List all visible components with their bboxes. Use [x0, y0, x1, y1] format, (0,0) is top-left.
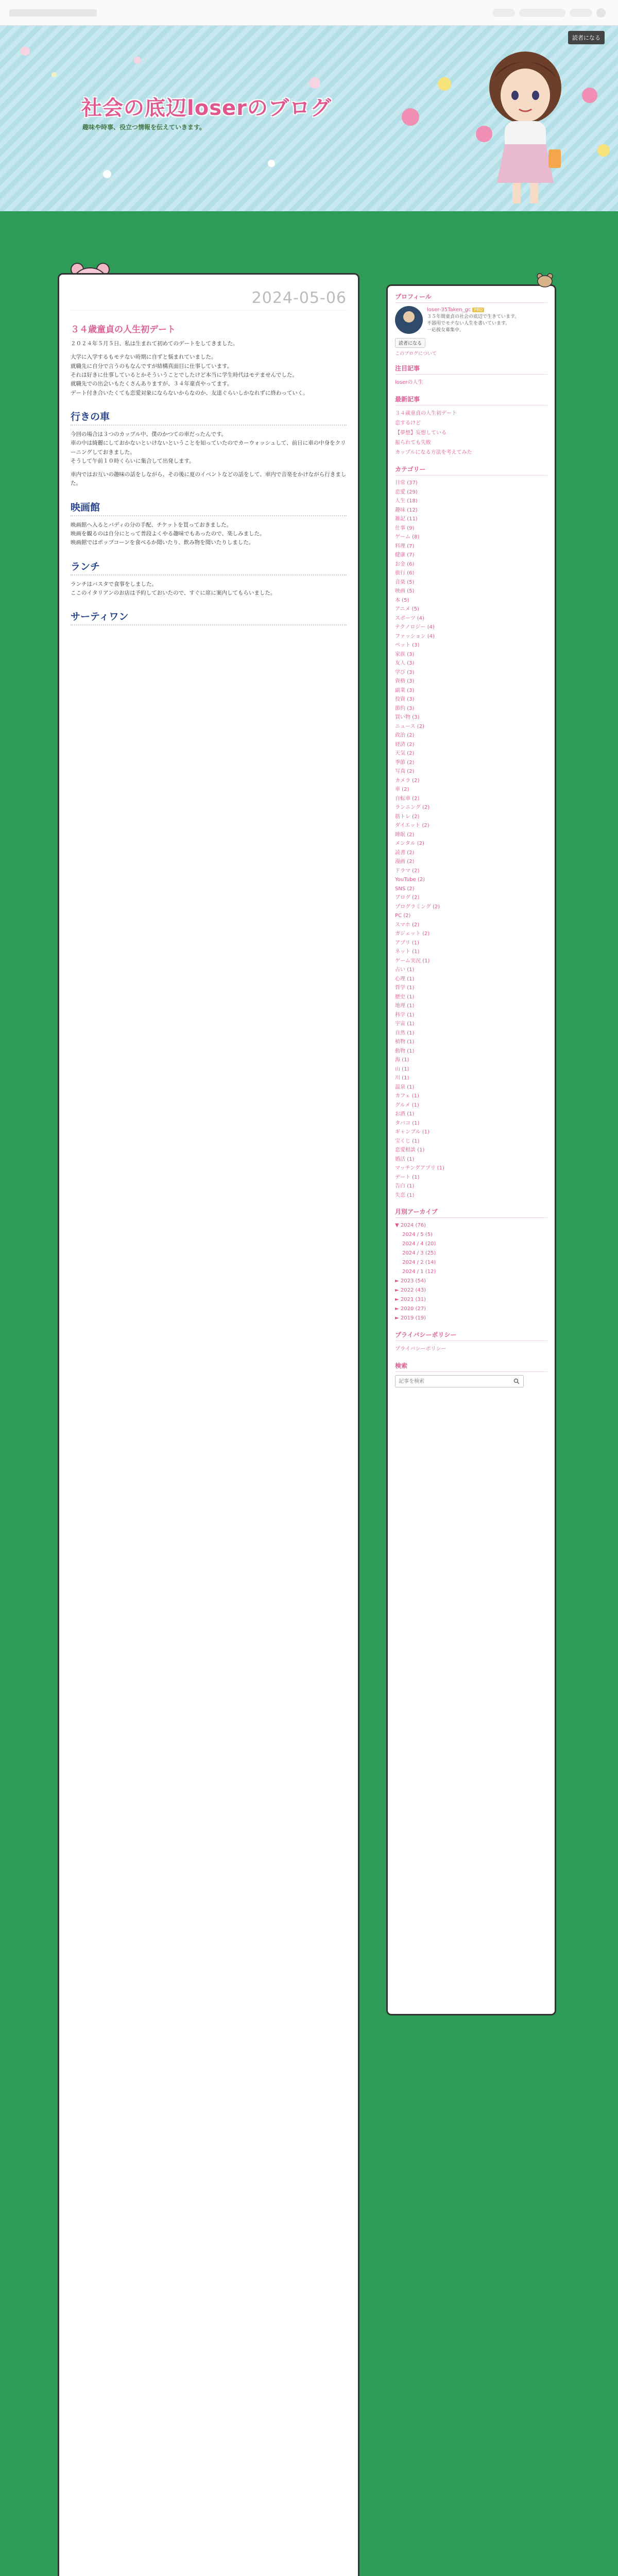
category-link[interactable]: 哲学 (1) — [395, 985, 415, 991]
header-character-illustration — [464, 41, 587, 211]
category-link[interactable]: メンタル (2) — [395, 841, 424, 847]
category-link[interactable]: YouTube (2) — [395, 877, 425, 883]
search-box — [395, 1375, 547, 1387]
top-bar-link[interactable] — [570, 9, 592, 17]
category-link[interactable]: 漫画 (2) — [395, 859, 415, 865]
recent-post-link[interactable]: ３４歳童貞の人生初デート — [395, 411, 457, 417]
featured-link[interactable]: loserの人生 — [395, 380, 423, 386]
category-link[interactable]: ランニング (2) — [395, 805, 430, 811]
category-link[interactable]: 婚活 (1) — [395, 1156, 415, 1162]
category-link[interactable]: 失恋 (1) — [395, 1192, 415, 1198]
category-link[interactable]: 投資 (3) — [395, 697, 415, 703]
archive-year[interactable]: ► 2023 (54) — [395, 1278, 426, 1284]
article-heading: 映画館 — [71, 500, 347, 516]
article-heading: サーティワン — [71, 609, 347, 625]
decor-dot — [134, 57, 141, 64]
category-link[interactable]: タバコ (1) — [395, 1120, 420, 1126]
category-link[interactable]: 天気 (2) — [395, 751, 415, 757]
category-link[interactable]: ガジェット (2) — [395, 931, 430, 937]
category-link[interactable]: アニメ (5) — [395, 606, 419, 613]
category-link[interactable]: 自転車 (2) — [395, 795, 420, 802]
category-link[interactable]: 読書 (2) — [395, 850, 415, 856]
category-link[interactable]: 恋愛 (29) — [395, 489, 418, 495]
category-link[interactable]: 心理 (1) — [395, 976, 415, 982]
category-link[interactable]: 川 (1) — [395, 1075, 409, 1081]
category-link[interactable]: ニュース (2) — [395, 723, 424, 730]
category-link[interactable]: 宇宙 (1) — [395, 1021, 415, 1027]
archive-month[interactable]: 2024 / 5 (5) — [402, 1232, 433, 1238]
article-paragraph: ２０２４年５月５日、私は生まれて初めてのデートをしてきました。 — [71, 341, 238, 347]
subscribe-button[interactable]: 読者になる — [568, 31, 605, 44]
top-bar-link[interactable] — [519, 9, 565, 17]
category-link[interactable]: スマホ (2) — [395, 922, 420, 928]
archive-year[interactable]: ► 2022 (43) — [395, 1287, 426, 1294]
category-list — [395, 479, 547, 1200]
search-heading: 検索 — [395, 1361, 547, 1372]
decor-dot — [402, 108, 419, 126]
category-link[interactable]: カフェ (1) — [395, 1093, 419, 1099]
category-link[interactable]: 日常 (37) — [395, 480, 418, 486]
category-link[interactable]: 地理 (1) — [395, 1003, 415, 1009]
article-paragraph: 車内ではお互いの趣味の話をしながら、その後に夏のイベントなどの話をして、車内で音楽をかけながら行きました。 — [71, 471, 347, 487]
category-link[interactable]: ドラマ (2) — [395, 868, 420, 874]
recent-post-link[interactable]: 振られても失敗 — [395, 440, 431, 446]
category-link[interactable]: 政治 (2) — [395, 733, 415, 739]
category-link[interactable]: アプリ (1) — [395, 940, 419, 946]
article-heading: ランチ — [71, 559, 347, 575]
category-link[interactable]: 占い (1) — [395, 967, 415, 973]
category-link[interactable]: 本 (5) — [395, 597, 409, 603]
about-blog-link[interactable]: このブログについて — [395, 351, 437, 357]
recent-list — [395, 409, 547, 457]
category-link[interactable]: カメラ (2) — [395, 777, 420, 784]
category-link[interactable]: 宝くじ (1) — [395, 1138, 420, 1144]
user-icon[interactable] — [596, 8, 606, 18]
category-link[interactable]: 車 (2) — [395, 787, 409, 793]
category-link[interactable]: 家族 (3) — [395, 651, 415, 657]
category-link[interactable]: 山 (1) — [395, 1066, 409, 1072]
recent-heading: 最新記事 — [395, 395, 547, 405]
category-link[interactable]: 人生 (18) — [395, 498, 418, 504]
archive-year[interactable]: ▼ 2024 (76) — [395, 1223, 426, 1229]
pro-badge: PRO — [472, 308, 484, 312]
category-link[interactable]: 旅行 (6) — [395, 570, 415, 577]
archive-month[interactable]: 2024 / 2 (14) — [402, 1260, 436, 1266]
category-link[interactable]: 仕事 (9) — [395, 525, 415, 531]
decor-dot — [21, 46, 30, 56]
category-link[interactable]: プログラミング (2) — [395, 904, 440, 910]
blog-header — [0, 26, 618, 211]
category-link[interactable]: デート (1) — [395, 1174, 420, 1180]
category-link[interactable]: PC (2) — [395, 913, 411, 919]
category-link[interactable]: 映画 (5) — [395, 588, 415, 595]
article-paragraph: 大学に入学するもモテない時期に自ずと悩まれていました。 就職先に自分で言うのもなんですが結構真面目に仕事しています。 それは好きに仕事しているとかそういうことでしたけど本当に学生時代はモテませんでした。 就職先での出会いもたくさんありますが、３４年童貞やってます。 デート付き合いたくても恋愛対象にならないからなのか、友達ぐらいしかなれずに終わっていく。 — [71, 354, 308, 396]
article-date[interactable]: 2024-05-06 — [71, 289, 347, 311]
category-link[interactable]: 植物 (1) — [395, 1039, 415, 1045]
article-heading: 行きの車 — [71, 409, 347, 426]
top-bar — [0, 0, 618, 26]
category-link[interactable]: グルメ (1) — [395, 1102, 419, 1108]
category-link[interactable]: 科学 (1) — [395, 1012, 415, 1018]
category-link[interactable]: 雑記 (11) — [395, 516, 418, 522]
category-link[interactable]: 歴史 (1) — [395, 994, 415, 1000]
search-input[interactable] — [395, 1375, 524, 1387]
archive-month[interactable]: 2024 / 1 (12) — [402, 1269, 436, 1275]
category-link[interactable]: 料理 (7) — [395, 543, 415, 549]
category-link[interactable]: 健康 (7) — [395, 552, 415, 558]
category-link[interactable]: 告白 (1) — [395, 1183, 415, 1190]
category-link[interactable]: 音楽 (5) — [395, 579, 415, 585]
top-bar-actions — [492, 7, 606, 19]
category-link[interactable]: 海 (1) — [395, 1057, 409, 1063]
recent-post-link[interactable]: 【夢想】妄想している — [395, 430, 447, 436]
category-link[interactable]: 動物 (1) — [395, 1048, 415, 1054]
category-link[interactable]: 季節 (2) — [395, 759, 415, 766]
category-link[interactable]: 筋トレ (2) — [395, 814, 420, 820]
category-link[interactable]: ブログ (2) — [395, 895, 420, 901]
category-link[interactable]: 温泉 (1) — [395, 1084, 415, 1090]
privacy-heading: プライバシーポリシー — [395, 1330, 547, 1341]
category-link[interactable]: ペット (3) — [395, 642, 420, 649]
decor-dot — [268, 160, 275, 167]
category-link[interactable]: 趣味 (12) — [395, 507, 418, 513]
decor-dot — [309, 77, 320, 89]
category-link[interactable]: 自然 (1) — [395, 1030, 415, 1036]
archive-year[interactable]: ► 2021 (31) — [395, 1297, 426, 1303]
category-link[interactable]: 友人 (3) — [395, 660, 415, 667]
archive-month[interactable]: 2024 / 4 (20) — [402, 1241, 436, 1247]
article-paragraph: 今回の場合は３つのカップル中、僕のかつての車だったんです。 車の中は綺麗にしておかないといけないということを知っていたのでカーウォッシュして、前日に車の中身をクリーニングしておきました。 そうして午前１０時くらいに集合して出発します。 — [71, 431, 346, 464]
category-link[interactable]: 写真 (2) — [395, 769, 415, 775]
sidebar-bear-icon — [536, 272, 554, 287]
category-link[interactable]: 経済 (2) — [395, 741, 415, 748]
article-paragraph: 映画館へ入るとバディの分の手配、チケットを買っておきました。 映画を観るのは自分にとって普段よくやる趣味でもあったので、楽しみました。 映画館ではポップコーンを食べるか聞いたり、飲み物を聞いたりしました。 — [71, 521, 265, 546]
archive-list — [395, 1221, 547, 1323]
decor-dot — [597, 144, 610, 157]
category-link[interactable]: 睡眠 (2) — [395, 832, 415, 838]
blog-description: 趣味や時事、役立つ情報を伝えていきます。 — [82, 124, 206, 131]
search-icon[interactable] — [510, 1375, 523, 1387]
article-title[interactable]: ３４歳童貞の人生初デート — [71, 325, 176, 335]
category-link[interactable]: ゲーム実況 (1) — [395, 958, 430, 964]
profile-description: ３５年間童貞の社会の底辺で生きています。 不器用でモテない人生を書いています。 一応彼女募集中。 — [427, 314, 520, 333]
category-link[interactable]: 副業 (3) — [395, 687, 415, 693]
category-link[interactable]: ギャンブル (1) — [395, 1129, 430, 1136]
archive-month[interactable]: 2024 / 3 (25) — [402, 1250, 436, 1257]
category-link[interactable]: テクノロジー (4) — [395, 624, 435, 631]
archive-year[interactable]: ► 2019 (19) — [395, 1315, 426, 1321]
category-link[interactable]: 恋愛相談 (1) — [395, 1147, 425, 1154]
category-link[interactable]: ネット (1) — [395, 949, 420, 955]
category-link[interactable]: スポーツ (4) — [395, 615, 424, 621]
category-link[interactable]: マッチングアプリ (1) — [395, 1165, 444, 1172]
category-link[interactable]: お酒 (1) — [395, 1111, 415, 1117]
featured-heading: 注目記事 — [395, 364, 547, 375]
decor-dot — [103, 170, 111, 178]
profile-id[interactable]: loser-35Taken_gc — [427, 307, 471, 313]
blog-title[interactable]: 社会の底辺loserのブログ — [81, 96, 332, 120]
article-body — [71, 340, 347, 625]
category-link[interactable]: 買い物 (3) — [395, 715, 420, 721]
follow-button[interactable]: 読者になる — [395, 338, 425, 348]
privacy-link[interactable]: プライバシーポリシー — [395, 1346, 447, 1352]
category-link[interactable]: ゲーム (8) — [395, 534, 420, 540]
category-link[interactable]: 資格 (3) — [395, 679, 415, 685]
recent-post-link[interactable]: カップルになる方法を考えてみた — [395, 450, 472, 456]
profile — [395, 306, 547, 334]
article-paragraph: ランチはバスタで食事をしました。 ここのイタリアンのお店は予約しておいたので、すぐに席に案内してもらいました。 — [71, 581, 276, 596]
decor-dot — [438, 77, 451, 91]
category-link[interactable]: お金 (6) — [395, 561, 415, 567]
avatar[interactable] — [395, 306, 423, 334]
recent-post-link[interactable]: 恋するけど — [395, 420, 421, 427]
category-link[interactable]: ダイエット (2) — [395, 823, 430, 829]
category-link[interactable]: ファッション (4) — [395, 633, 435, 639]
archive-year[interactable]: ► 2020 (27) — [395, 1306, 426, 1312]
category-heading: カテゴリー — [395, 465, 547, 476]
decor-dot — [52, 72, 57, 77]
category-link[interactable]: SNS (2) — [395, 886, 415, 892]
profile-heading: プロフィール — [395, 292, 547, 303]
category-link[interactable]: 学び (3) — [395, 669, 415, 675]
category-link[interactable]: 節約 (3) — [395, 705, 415, 711]
top-bar-link[interactable] — [492, 9, 515, 17]
archive-heading: 月別アーカイブ — [395, 1207, 547, 1218]
sidebar — [386, 284, 556, 2015]
hatena-logo[interactable] — [9, 9, 97, 16]
article-card — [58, 273, 359, 2576]
